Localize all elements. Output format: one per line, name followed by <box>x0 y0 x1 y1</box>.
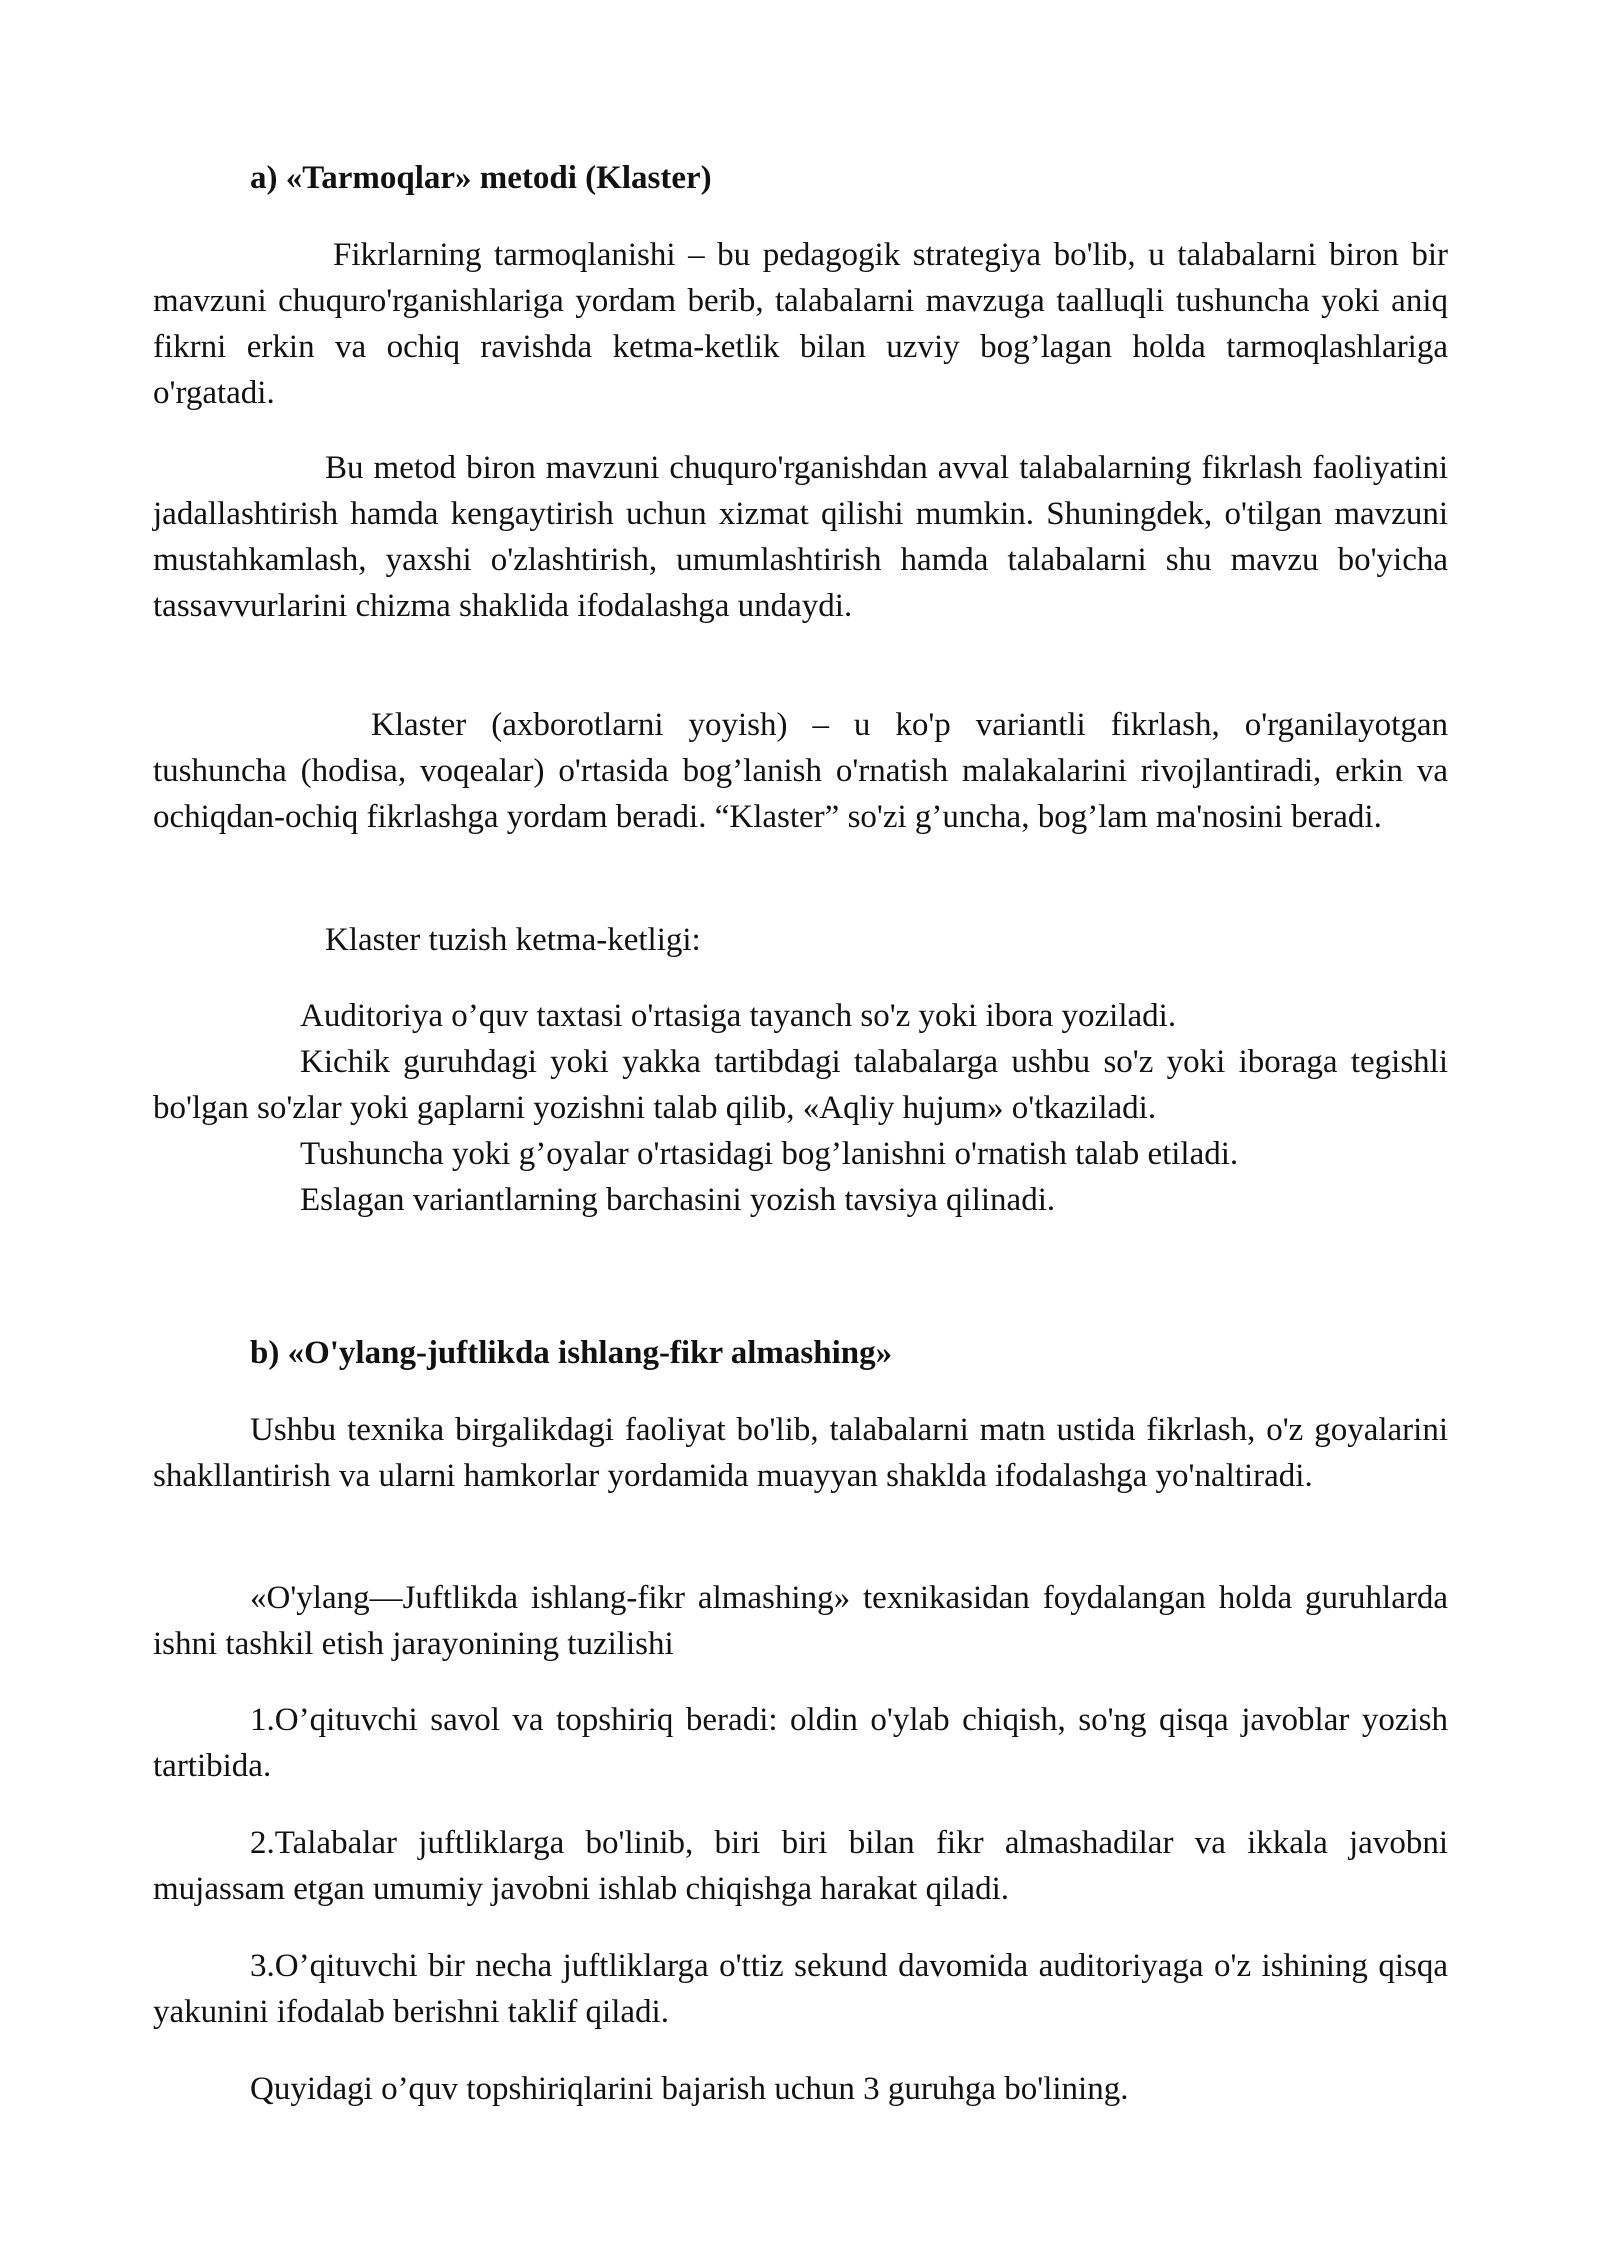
section-b-step-1: 1.O’qituvchi savol va topshiriq beradi: oldin o'ylab chiqish, so'ng qisqa javoblar yozish tartibida. <box>153 1702 1448 1784</box>
section-b-heading: b) «O'ylang-juftlikda ishlang-fikr almashing» <box>250 1335 893 1371</box>
cluster-step-3: Tushuncha yoki g’oyalar o'rtasidagi bog’lanishni o'rnatish talab etiladi. <box>300 1136 1239 1172</box>
cluster-step-2: Kichik guruhdagi yoki yakka tartibdagi talabalarga ushbu so'z yoki iboraga tegishli bo'lgan so'zlar yoki gaplarni yozishni talab qilib, «Aqliy hujum» o'tkaziladi. <box>153 1044 1448 1126</box>
section-b-step-2: 2.Talabalar juftliklarga bo'linib, biri biri bilan fikr almashadilar va ikkala javobni mujassam etgan umumiy javobni ishlab chiqishga harakat qiladi. <box>153 1825 1448 1907</box>
section-a-paragraph-1: Fikrlarning tarmoqlanishi – bu pedagogik strategiya bo'lib, u talabalarni biron bir mavzuni chuquro'rganishlariga yordam berib, talabalarni mavzuga taalluqli tushuncha yoki aniq fikrni erkin va ochiq ravishda ketma-ketlik bilan uzviy bog’lagan holda tarmoqlashlariga o'rgatadi. <box>153 237 1448 411</box>
cluster-step-1: Auditoriya o’quv taxtasi o'rtasiga tayanch so'z yoki ibora yoziladi. <box>300 998 1177 1034</box>
cluster-step-4: Eslagan variantlarning barchasini yozish tavsiya qilinadi. <box>300 1182 1056 1218</box>
section-b-paragraph-1: Ushbu texnika birgalikdagi faoliyat bo'lib, talabalarni matn ustida fikrlash, o'z goyalarini shakllantirish va ularni hamkorlar yordamida muayyan shaklda ifodalashga yo'naltiradi. <box>153 1412 1448 1494</box>
section-b-closing-paragraph: Quyidagi o’quv topshiriqlarini bajarish uchun 3 guruhga bo'lining. <box>250 2071 1129 2107</box>
section-a-paragraph-3: Klaster (axborotlarni yoyish) – u ko'p variantli fikrlash, o'rganilayotgan tushuncha (hodisa, voqealar) o'rtasida bog’lanish o'rnatish malakalarini rivojlantiradi, erkin va ochiqdan-ochiq fikrlashga yordam beradi. “Klaster” so'zi g’uncha, bog’lam ma'nosini beradi. <box>153 707 1448 835</box>
section-a-paragraph-2: Bu metod biron mavzuni chuquro'rganishdan avval talabalarning fikrlash faoliyatini jadallashtirish hamda kengaytirish uchun xizmat qilishi mumkin. Shuningdek, o'tilgan mavzuni mustahkamlash, yaxshi o'zlashtirish, umumlashtirish hamda talabalarni shu mavzu bo'yicha tassavvurlarini chizma shaklida ifodalashga undaydi. <box>153 450 1448 624</box>
section-b-paragraph-2: «O'ylang—Juftlikda ishlang-fikr almashing» texnikasidan foydalangan holda guruhlarda ishni tashkil etish jarayonining tuzilishi <box>153 1580 1448 1662</box>
section-a-heading: a) «Tarmoqlar» metodi (Klaster) <box>250 160 712 196</box>
section-b-step-3: 3.O’qituvchi bir necha juftliklarga o'ttiz sekund davomida auditoriyaga o'z ishining qisqa yakunini ifodalab berishni taklif qiladi. <box>153 1948 1448 2030</box>
cluster-steps-intro: Klaster tuzish ketma-ketligi: <box>325 922 701 958</box>
